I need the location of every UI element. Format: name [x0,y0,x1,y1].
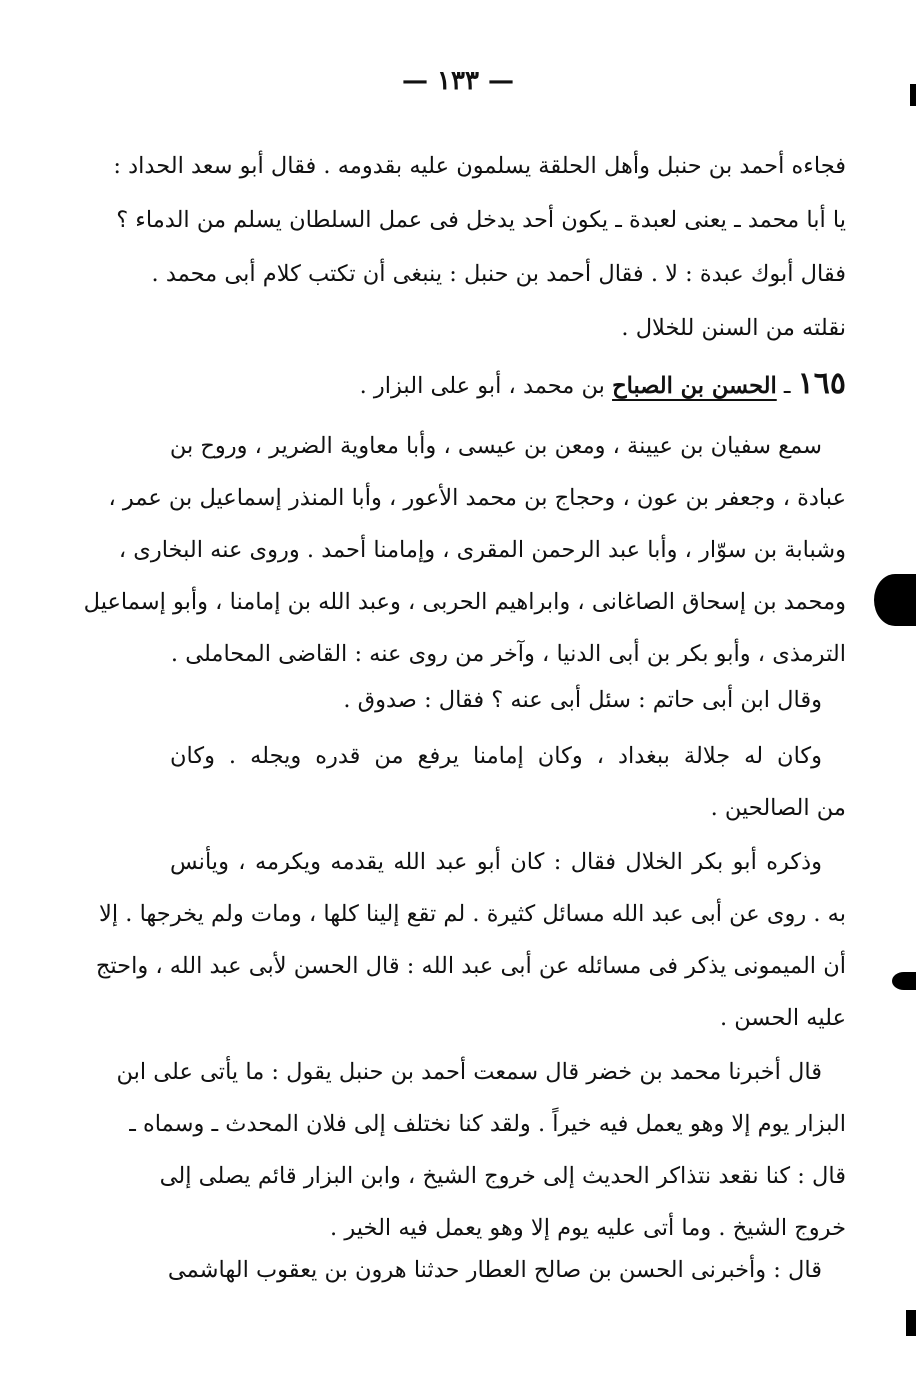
text-line: به . روى عن أبى عبد الله مسائل كثيرة . لم تقع إلينا كلها ، ومات ولم يخرجها . إلا [99,901,846,927]
text-line: فجاءه أحمد بن حنبل وأهل الحلقة يسلمون عليه بقدومه . فقال أبو سعد الحداد : [113,153,846,179]
paragraph-ibn-khadir [116,1044,846,1264]
text-line: يا أبا محمد ـ يعنى لعبدة ـ يكون أحد يدخل فى عمل السلطان يسلم من الدماء ؟ [116,207,846,233]
paragraph-ibn-abi-hatim [170,672,846,728]
scan-edge-mark [874,574,916,626]
page-number: — ١٣٣ — [401,66,515,96]
entry-heading-line [170,356,846,412]
entry-rest: بن محمد ، أبو على البزار . [359,373,613,399]
text-line: فقال أبوك عبدة : لا . فقال أحمد بن حنبل : ينبغى أن تكتب كلام أبى محمد . [151,261,846,287]
paragraph-status [170,728,846,838]
text-line: خروج الشيخ . وما أتى عليه يوم إلا وهو يعمل فيه الخير . [330,1215,846,1241]
scan-edge-mark [906,1310,916,1336]
entry-dash: ـ [776,373,798,399]
paragraph-hasan-ibn-salih [167,1242,846,1298]
text-line: وذكره أبو بكر الخلال فقال : كان أبو عبد الله يقدمه ويكرمه ، ويأنس [170,849,822,875]
entry-name: الحسن بن الصباح [612,373,777,399]
text-line: البزار يوم إلا وهو يعمل فيه خيراً . ولقد كنا نختلف إلى فلان المحدث ـ وسماه ـ [129,1111,846,1137]
text-line: الترمذى ، وأبو بكر بن أبى الدنيا ، وآخر من روى عنه : القاضى المحاملى . [170,641,846,667]
scan-edge-mark [910,84,916,106]
text-line: قال : وأخبرنى الحسن بن صالح العطار حدثنا هرون بن يعقوب الهاشمى [167,1257,822,1283]
text-line: وكان له جلالة ببغداد ، وكان إمامنا يرفع من قدره ويجله . وكان [170,743,822,769]
paragraph-teachers-students [83,418,846,698]
text-line: قال أخبرنا محمد بن خضر قال سمعت أحمد بن حنبل يقول : ما يأتى على ابن [116,1059,822,1085]
text-line: أن الميمونى يذكر فى مسائله عن أبى عبد الله : قال الحسن لأبى عبد الله ، واحتج [95,953,846,979]
text-line: قال : كنا نقعد نتذاكر الحديث إلى خروج الشيخ ، وابن البزار قائم يصلى إلى [159,1163,846,1189]
text-line: وقال ابن أبى حاتم : سئل أبى عنه ؟ فقال : صدوق . [343,687,822,713]
opening-text [113,130,846,360]
text-line: من الصالحين . [710,795,846,821]
text-line: سمع سفيان بن عيينة ، ومعن بن عيسى ، وأبا معاوية الضرير ، وروح بن [169,433,822,459]
scan-edge-mark [892,972,916,990]
text-line: عليه الحسن . [719,1005,846,1031]
entry-heading [170,356,846,416]
text-line: نقلته من السنن للخلال . [621,315,846,341]
text-line: وشبابة بن سوّار ، وأبا عبد الرحمن المقرى ، وإمامنا أحمد . وروى عنه البخارى ، [118,537,846,563]
text-line: عبادة ، وجعفر بن عون ، وحجاج بن محمد الأعور ، وأبا المنذر إسماعيل بن عمر ، [108,485,846,511]
entry-number: ١٦٥ [797,366,846,401]
paragraph-khallal [95,834,846,1054]
text-line: ومحمد بن إسحاق الصاغانى ، وابراهيم الحربى ، وعبد الله بن إمامنا ، وأبو إسماعيل [83,589,846,615]
